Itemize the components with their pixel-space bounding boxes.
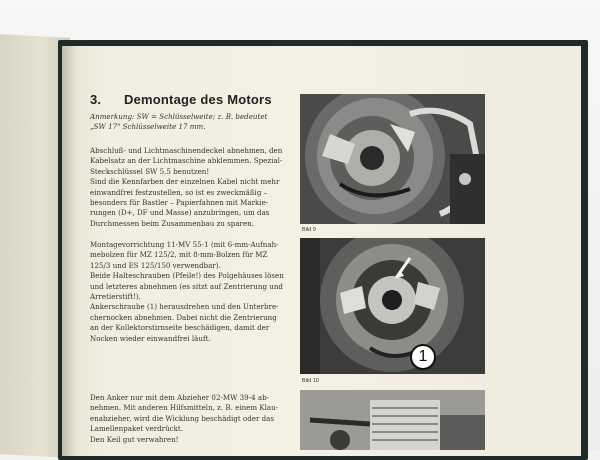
text-line: Beide Halteschrauben (Pfeile!) des Polgehäuses lösen xyxy=(90,271,284,281)
section-heading xyxy=(90,92,272,107)
marker-1: 1 xyxy=(410,344,436,370)
text-line: einwandfrei festzustellen, so ist es zweckmäßig – xyxy=(90,187,268,197)
photo-bild-9-drawing xyxy=(300,94,485,224)
text-line: Ankerschraube (1) herausdrehen und den Unterbre- xyxy=(90,302,279,312)
photo-bild-9 xyxy=(300,94,485,224)
text-line: an der Kollektorstirnseite beschädigen, damit der xyxy=(90,323,270,333)
photo-bild-10-drawing xyxy=(300,238,485,374)
paragraph-2 xyxy=(90,240,300,344)
page-gutter-shadow xyxy=(62,46,76,456)
text-line: Den Keil gut verwahren! xyxy=(90,434,179,444)
text-line: enabzieher, wird die Wicklung beschädigt oder das xyxy=(90,413,275,423)
text-line: Arretierstift!). xyxy=(90,292,141,302)
text-line: 125/3 und ES 125/150 verwendbar). xyxy=(90,260,221,270)
photo-bild-11-drawing xyxy=(300,390,485,450)
text-line: Nocken wieder einwandfrei läuft. xyxy=(90,333,211,343)
section-title: Demontage des Motors xyxy=(124,92,272,107)
text-line: Abschluß- und Lichtmaschinendeckel abnehmen, den xyxy=(90,146,283,155)
caption-bild-10: Bild 10 xyxy=(302,378,319,384)
note-line: Anmerkung: SW = Schlüsselweite; z. B. bedeutet xyxy=(90,112,268,121)
text-line: Lamellenpaket verdrückt. xyxy=(90,424,184,434)
text-line: Durchmessen beim Zusammenbau zu sparen. xyxy=(90,218,254,228)
text-line: Sind die Kennfarben der einzelnen Kabel nicht mehr xyxy=(90,177,280,187)
text-line: rungen (D+, DF und Masse) anzubringen, um das xyxy=(90,208,270,218)
text-line: Kabelsatz an der Lichtmaschine abklemmen. Spezial- xyxy=(90,156,283,166)
paragraph-3 xyxy=(90,393,300,445)
text-line: Montagevorrichtung 11-MV 55-1 (mit 6-mm-Aufnah- xyxy=(90,240,279,249)
caption-bild-9: Bild 9 xyxy=(302,227,316,233)
note-paragraph xyxy=(90,112,300,133)
text-line: besonders für Bastler – Papierfahnen mit Markie- xyxy=(90,198,269,208)
text-line: Den Anker nur mit dem Abzieher 02-MW 39-4 ab- xyxy=(90,393,270,402)
note-line: „SW 17" Schlüsselweite 17 mm. xyxy=(90,122,206,132)
photo-bild-11 xyxy=(300,390,485,450)
text-line: chernocken abnehmen. Dabei nicht die Zentrierung xyxy=(90,312,277,322)
text-line: mebolzen für MZ 125/2, mit 8-mm-Bolzen für MZ xyxy=(90,250,268,260)
paragraph-1 xyxy=(90,146,300,229)
section-number: 3. xyxy=(90,92,102,107)
text-line: Steckschlüssel SW 5,5 benutzen! xyxy=(90,166,210,176)
text-line: nehmen. Mit anderen Hilfsmitteln, z. B. einem Klau- xyxy=(90,403,279,413)
photo-bild-10 xyxy=(300,238,485,374)
text-line: und letzteres abnehmen (es sitzt auf Zentrierung und xyxy=(90,281,283,291)
